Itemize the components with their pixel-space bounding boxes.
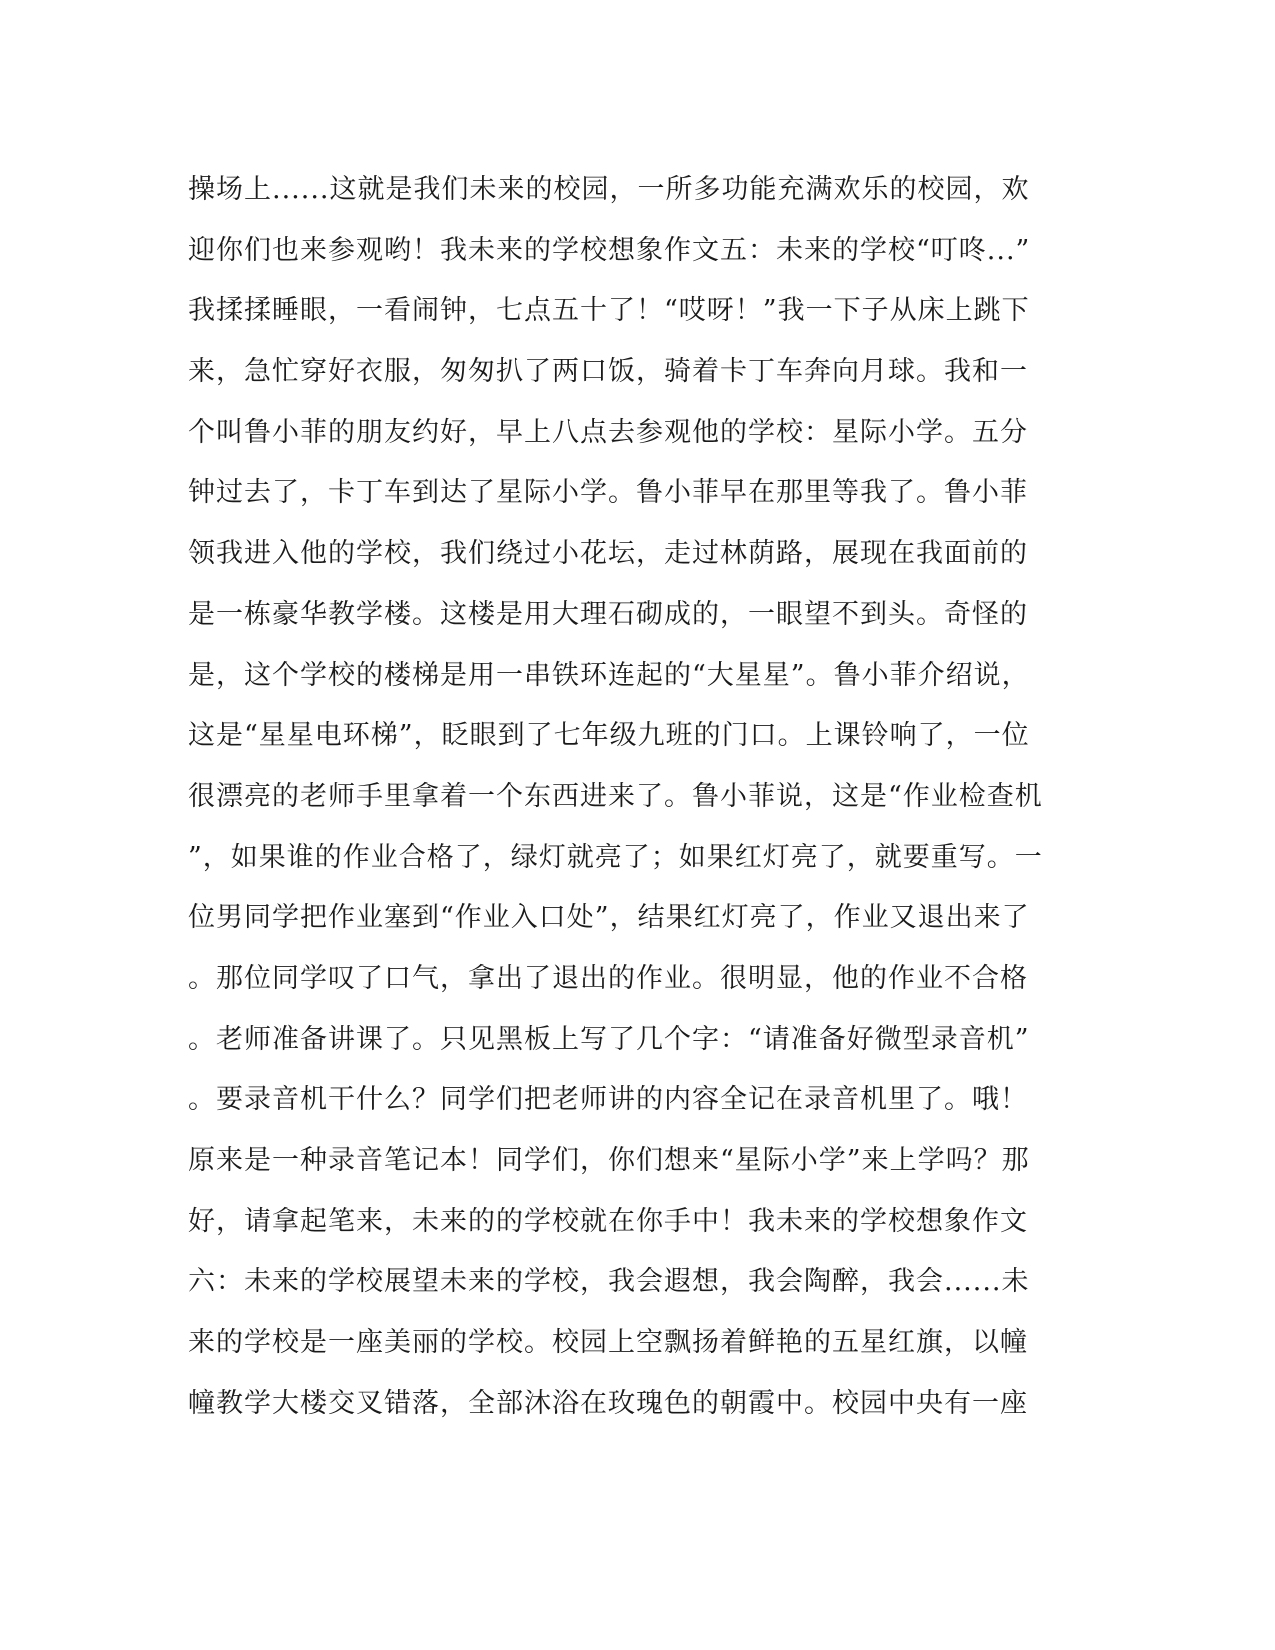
text-line: 很漂亮的老师手里拿着一个东西进来了。鲁小菲说，这是“作业检查机	[188, 780, 1043, 812]
text-line: 幢教学大楼交叉错落，全部沐浴在玫瑰色的朝霞中。校园中央有一座	[188, 1387, 1028, 1419]
text-line: 来的学校是一座美丽的学校。校园上空飘扬着鲜艳的五星红旗，以幢	[188, 1327, 1028, 1359]
text-line: 六：未来的学校展望未来的学校，我会遐想，我会陶醉，我会......未	[188, 1266, 1030, 1298]
text-line: 我揉揉睡眼，一看闹钟，七点五十了！“哎呀！”我一下子从床上跳下	[188, 295, 1030, 327]
text-line: 原来是一种录音笔记本！同学们，你们想来“星际小学”来上学吗？那	[188, 1145, 1030, 1176]
body-text	[188, 160, 1088, 1434]
text-line: ”，如果谁的作业合格了，绿灯就亮了；如果红灯亮了，就要重写。一	[188, 841, 1043, 873]
text-line: 钟过去了，卡丁车到达了星际小学。鲁小菲早在那里等我了。鲁小菲	[188, 477, 1028, 509]
text-line: 是一栋豪华教学楼。这楼是用大理石砌成的，一眼望不到头。奇怪的	[188, 598, 1028, 630]
text-line: 个叫鲁小菲的朋友约好，早上八点去参观他的学校：星际小学。五分	[188, 416, 1028, 448]
text-line: 。老师准备讲课了。只见黑板上写了几个字：“请准备好微型录音机”	[188, 1023, 1030, 1055]
text-line: 迎你们也来参观哟！我未来的学校想象作文五：未来的学校“叮咚...”	[188, 234, 1031, 266]
text-line: 操场上......这就是我们未来的校园，一所多功能充满欢乐的校园，欢	[188, 174, 1030, 205]
text-line: 。要录音机干什么？同学们把老师讲的内容全记在录音机里了。哦！	[188, 1084, 1028, 1116]
text-line: 领我进入他的学校，我们绕过小花坛，走过林荫路，展现在我面前的	[188, 538, 1028, 570]
text-line: 是，这个学校的楼梯是用一串铁环连起的“大星星”。鲁小菲介绍说，	[188, 659, 1030, 691]
text-line: 。那位同学叹了口气，拿出了退出的作业。很明显，他的作业不合格	[188, 962, 1028, 994]
text-line: 位男同学把作业塞到“作业入口处”，结果红灯亮了，作业又退出来了	[188, 902, 1030, 934]
text-line: 来，急忙穿好衣服，匆匆扒了两口饭，骑着卡丁车奔向月球。我和一	[188, 356, 1028, 388]
text-line: 这是“星星电环梯”，眨眼到了七年级九班的门口。上课铃响了，一位	[188, 720, 1030, 752]
text-line: 好，请拿起笔来，未来的的学校就在你手中！我未来的学校想象作文	[188, 1205, 1028, 1237]
